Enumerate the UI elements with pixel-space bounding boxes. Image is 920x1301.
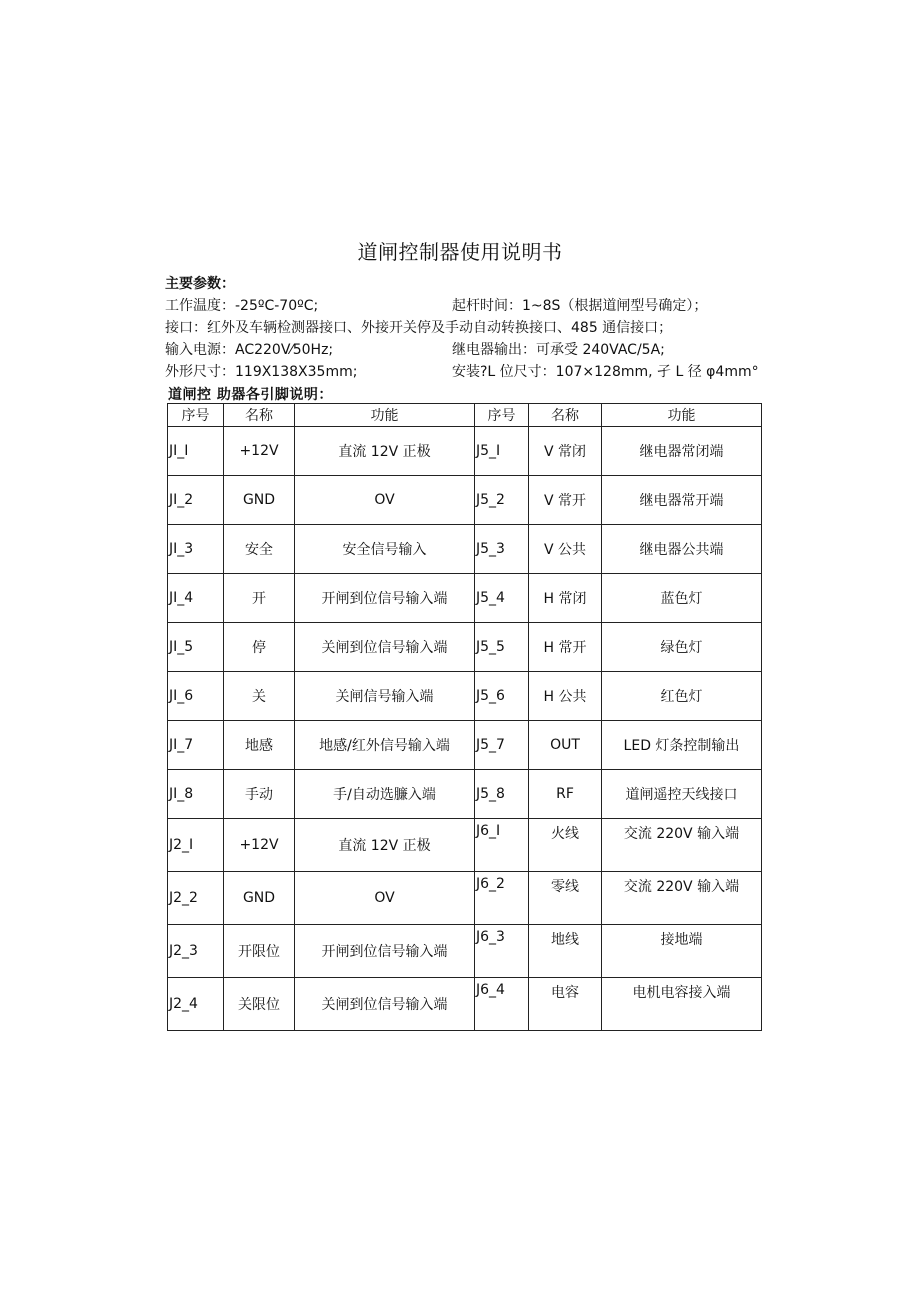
cell-pin-no: J5_3 bbox=[475, 525, 529, 574]
cell-pin-function: 直流 12V 正极 bbox=[295, 427, 475, 476]
header-pin-no: 序号 bbox=[168, 404, 224, 427]
cell-pin-function: 直流 12V 正极 bbox=[295, 819, 475, 872]
cell-pin-no: J5_7 bbox=[475, 721, 529, 770]
cell-pin-name: 零线 bbox=[529, 872, 602, 925]
table-row bbox=[168, 574, 762, 623]
cell-pin-name: 关 bbox=[224, 672, 295, 721]
table-row bbox=[168, 427, 762, 476]
cell-pin-name: GND bbox=[224, 872, 295, 925]
cell-pin-function: 交流 220V 输入端 bbox=[602, 872, 762, 925]
cell-pin-name: V 常闭 bbox=[529, 427, 602, 476]
table-row bbox=[168, 978, 762, 1031]
cell-pin-name: GND bbox=[224, 476, 295, 525]
cell-pin-no: J5_4 bbox=[475, 574, 529, 623]
cell-pin-no: J6_I bbox=[475, 819, 529, 872]
cell-pin-function: 开闸到位信号输入端 bbox=[295, 925, 475, 978]
cell-pin-no: JI_8 bbox=[168, 770, 224, 819]
cell-pin-no: J6_4 bbox=[475, 978, 529, 1031]
header-pin-no: 序号 bbox=[475, 404, 529, 427]
cell-pin-no: JI_5 bbox=[168, 623, 224, 672]
cell-pin-name: V 常开 bbox=[529, 476, 602, 525]
cell-pin-no: J5_5 bbox=[475, 623, 529, 672]
cell-pin-function: 红色灯 bbox=[602, 672, 762, 721]
cell-pin-function: 安全信号输入 bbox=[295, 525, 475, 574]
table-row bbox=[168, 925, 762, 978]
table-row bbox=[168, 525, 762, 574]
cell-pin-function: 关闸信号输入端 bbox=[295, 672, 475, 721]
cell-pin-function: 道闸遥控天线接口 bbox=[602, 770, 762, 819]
param-row bbox=[165, 340, 775, 362]
cell-pin-function: 继电器公共端 bbox=[602, 525, 762, 574]
table-row bbox=[168, 872, 762, 925]
cell-pin-name: 电容 bbox=[529, 978, 602, 1031]
cell-pin-name: +12V bbox=[224, 819, 295, 872]
cell-pin-name: H 常开 bbox=[529, 623, 602, 672]
cell-pin-function: 开闸到位信号输入端 bbox=[295, 574, 475, 623]
cell-pin-no: J5_2 bbox=[475, 476, 529, 525]
cell-pin-name: +12V bbox=[224, 427, 295, 476]
main-parameters bbox=[165, 274, 775, 384]
cell-pin-function: 绿色灯 bbox=[602, 623, 762, 672]
param-mounting-holes: 安装?L 位尺寸：107×128mm, 孑 L 径 φ4mm° bbox=[452, 364, 759, 380]
cell-pin-no: JI_I bbox=[168, 427, 224, 476]
table-row bbox=[168, 672, 762, 721]
cell-pin-no: J6_2 bbox=[475, 872, 529, 925]
cell-pin-no: JI_4 bbox=[168, 574, 224, 623]
cell-pin-no: J2_I bbox=[168, 819, 224, 872]
header-name: 名称 bbox=[529, 404, 602, 427]
cell-pin-no: J2_2 bbox=[168, 872, 224, 925]
param-input-power: 输入电源：AC220V⁄50Hz; bbox=[165, 342, 334, 358]
cell-pin-function: 接地端 bbox=[602, 925, 762, 978]
cell-pin-name: 关限位 bbox=[224, 978, 295, 1031]
cell-pin-function: 手/自动选臁入端 bbox=[295, 770, 475, 819]
cell-pin-name: 开 bbox=[224, 574, 295, 623]
cell-pin-no: J5_8 bbox=[475, 770, 529, 819]
pin-description-table bbox=[167, 403, 762, 1031]
param-lift-time: 起杆时间：1~8S（根据道闸型号确定）； bbox=[452, 298, 708, 314]
cell-pin-function: 电机电容接入端 bbox=[602, 978, 762, 1031]
cell-pin-name: H 常闭 bbox=[529, 574, 602, 623]
cell-pin-function: 蓝色灯 bbox=[602, 574, 762, 623]
param-row bbox=[165, 318, 775, 340]
pin-table-caption: 道闸控 助器各引脚说明： bbox=[168, 387, 333, 403]
cell-pin-name: 地线 bbox=[529, 925, 602, 978]
cell-pin-no: JI_6 bbox=[168, 672, 224, 721]
cell-pin-name: 火线 bbox=[529, 819, 602, 872]
header-name: 名称 bbox=[224, 404, 295, 427]
cell-pin-name: 开限位 bbox=[224, 925, 295, 978]
param-dimensions: 外形尺寸：119X138X35mm; bbox=[165, 364, 358, 380]
cell-pin-no: J5_I bbox=[475, 427, 529, 476]
param-interfaces: 接口：红外及车辆检测器接口、外接开关停及手动自动转换接口、485 通信接口； bbox=[165, 320, 673, 336]
param-relay-output: 继电器输出：可承受 240VAC/5A; bbox=[452, 342, 665, 358]
header-function: 功能 bbox=[602, 404, 762, 427]
cell-pin-no: J5_6 bbox=[475, 672, 529, 721]
table-row bbox=[168, 623, 762, 672]
cell-pin-no: JI_3 bbox=[168, 525, 224, 574]
cell-pin-name: V 公共 bbox=[529, 525, 602, 574]
cell-pin-name: 安全 bbox=[224, 525, 295, 574]
table-row bbox=[168, 819, 762, 872]
table-row bbox=[168, 770, 762, 819]
param-row bbox=[165, 296, 775, 318]
cell-pin-function: 继电器常开端 bbox=[602, 476, 762, 525]
cell-pin-name: OUT bbox=[529, 721, 602, 770]
param-row bbox=[165, 362, 775, 384]
cell-pin-function: OV bbox=[295, 476, 475, 525]
cell-pin-name: RF bbox=[529, 770, 602, 819]
cell-pin-no: J6_3 bbox=[475, 925, 529, 978]
document-title: 道闸控制器使用说明书 bbox=[357, 240, 563, 264]
cell-pin-name: 停 bbox=[224, 623, 295, 672]
cell-pin-no: J2_4 bbox=[168, 978, 224, 1031]
cell-pin-no: J2_3 bbox=[168, 925, 224, 978]
cell-pin-function: OV bbox=[295, 872, 475, 925]
cell-pin-name: 地感 bbox=[224, 721, 295, 770]
parameters-heading: 主要参数： bbox=[165, 276, 235, 292]
table-row bbox=[168, 721, 762, 770]
cell-pin-name: H 公共 bbox=[529, 672, 602, 721]
cell-pin-name: 手动 bbox=[224, 770, 295, 819]
param-work-temperature: 工作温度：-25ºC-70ºC; bbox=[165, 298, 319, 314]
cell-pin-function: 地感/红外信号输入端 bbox=[295, 721, 475, 770]
cell-pin-function: 交流 220V 输入端 bbox=[602, 819, 762, 872]
table-header-row bbox=[168, 404, 762, 427]
cell-pin-function: LED 灯条控制输出 bbox=[602, 721, 762, 770]
cell-pin-function: 继电器常闭端 bbox=[602, 427, 762, 476]
cell-pin-no: JI_2 bbox=[168, 476, 224, 525]
cell-pin-function: 关闸到位信号输入端 bbox=[295, 978, 475, 1031]
table-row bbox=[168, 476, 762, 525]
cell-pin-no: JI_7 bbox=[168, 721, 224, 770]
header-function: 功能 bbox=[295, 404, 475, 427]
cell-pin-function: 关闸到位信号输入端 bbox=[295, 623, 475, 672]
